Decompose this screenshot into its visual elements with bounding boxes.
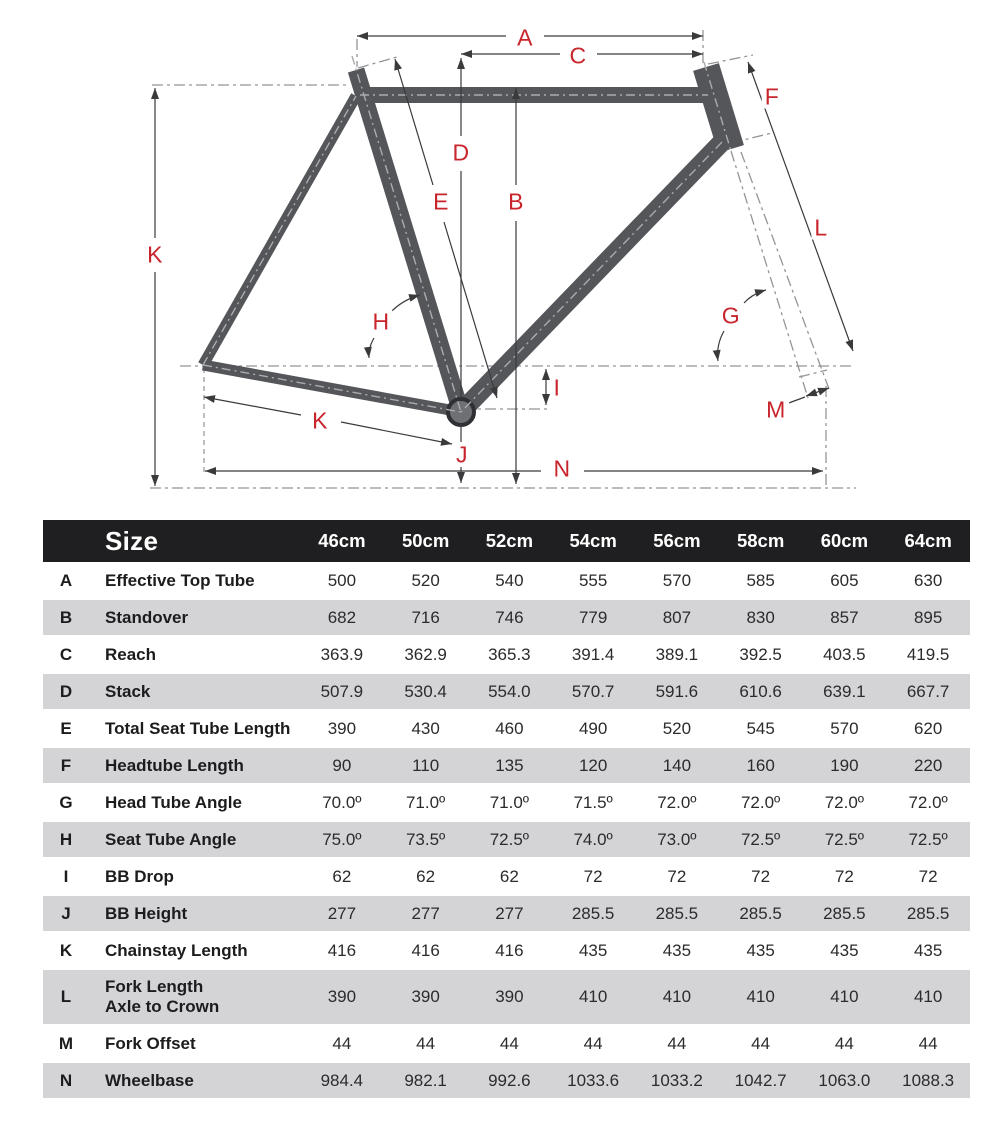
row-label: Fork Length Axle to Crown: [105, 977, 220, 1016]
row-value: 160: [746, 755, 775, 775]
row-value: 982.1: [404, 1070, 447, 1090]
row-value: 430: [411, 718, 440, 738]
row-value: 540: [495, 570, 524, 590]
row-value: 277: [495, 903, 524, 923]
column-header-56cm: 56cm: [653, 530, 701, 551]
row-value: 570.7: [571, 681, 615, 701]
row-label: Headtube Length: [105, 755, 244, 775]
table-row-C: [43, 636, 970, 673]
row-value: 410: [746, 987, 775, 1006]
row-value: 419.5: [906, 644, 950, 664]
row-value: 389.1: [655, 644, 699, 664]
row-value: 507.9: [320, 681, 364, 701]
down-tube: [461, 142, 722, 412]
row-value: 72.5º: [740, 829, 781, 849]
row-value: 44: [667, 1033, 687, 1053]
row-value: 391.4: [571, 644, 615, 664]
row-value: 73.0º: [657, 829, 697, 849]
row-value: 44: [332, 1033, 352, 1053]
dim-label-M: M: [763, 399, 789, 422]
row-value: 71.5º: [573, 792, 613, 812]
column-header-46cm: 46cm: [318, 530, 366, 551]
frame-tubes: [203, 67, 731, 412]
row-value: 992.6: [488, 1070, 531, 1090]
row-value: 682: [327, 607, 357, 627]
row-value: 1063.0: [818, 1070, 871, 1090]
row-value: 554.0: [488, 681, 531, 701]
row-value: 44: [416, 1033, 436, 1053]
row-label: Wheelbase: [105, 1070, 194, 1090]
row-value: 620: [913, 718, 943, 738]
row-value: 62: [332, 866, 352, 886]
row-value: 435: [913, 940, 943, 960]
row-value: 610.6: [739, 681, 782, 701]
table-row-K: [43, 932, 970, 969]
row-letter: C: [59, 644, 73, 664]
table-row-D: [43, 673, 970, 710]
row-value: 416: [327, 940, 357, 960]
row-value: 410: [662, 987, 692, 1006]
table-header-row: [43, 520, 970, 562]
row-label: Chainstay Length: [105, 940, 248, 960]
table-row-H: [43, 821, 970, 858]
row-value: 135: [495, 755, 524, 775]
row-value: 410: [913, 987, 943, 1006]
row-label: Stack: [105, 681, 151, 701]
row-letter: M: [58, 1033, 74, 1053]
row-value: 570: [830, 718, 859, 738]
row-value: 746: [495, 607, 524, 627]
row-value: 285.5: [739, 903, 782, 923]
row-value: 435: [662, 940, 692, 960]
dim-label-E: E: [430, 191, 452, 214]
row-value: 605: [830, 570, 859, 590]
row-value: 90: [332, 755, 352, 775]
row-value: 72.5º: [824, 829, 865, 849]
row-value: 277: [327, 903, 357, 923]
row-value: 110: [412, 755, 440, 775]
row-letter: N: [59, 1070, 73, 1090]
dim-label-L: L: [811, 217, 830, 240]
row-label: BB Drop: [105, 866, 174, 886]
row-value: 895: [913, 607, 943, 627]
row-value: 639.1: [823, 681, 866, 701]
row-label: BB Height: [105, 903, 188, 923]
dim-label-K-lower: K: [309, 410, 331, 433]
row-value: 390: [327, 987, 357, 1006]
row-value: 72.5º: [908, 829, 948, 849]
dim-label-F: F: [762, 86, 783, 109]
row-letter: E: [60, 718, 72, 738]
column-header-60cm: 60cm: [820, 530, 869, 551]
row-value: 1042.7: [734, 1070, 787, 1090]
row-value: 190: [830, 755, 859, 775]
table-row-B: [43, 599, 970, 636]
row-value: 392.5: [739, 644, 782, 664]
row-value: 277: [411, 903, 440, 923]
size-header: Size: [105, 525, 159, 556]
row-value: 779: [578, 607, 608, 627]
row-value: 716: [411, 607, 440, 627]
row-value: 220: [913, 755, 943, 775]
row-value: 62: [499, 866, 519, 886]
row-value: 460: [495, 718, 524, 738]
column-header-54cm: 54cm: [569, 530, 617, 551]
dim-label-K-upper: K: [144, 244, 166, 267]
row-value: 362.9: [404, 644, 447, 664]
row-value: 1088.3: [902, 1070, 955, 1090]
row-value: 72.0º: [657, 792, 697, 812]
row-value: 410: [578, 987, 608, 1006]
dim-label-N: N: [550, 458, 573, 481]
row-value: 667.7: [906, 681, 950, 701]
row-value: 435: [578, 940, 608, 960]
row-label: Standover: [105, 607, 189, 627]
row-label: Seat Tube Angle: [105, 829, 237, 849]
row-value: 72: [918, 866, 938, 886]
row-letter: F: [60, 755, 72, 775]
row-value: 285.5: [906, 903, 950, 923]
row-label: Head Tube Angle: [105, 792, 242, 812]
row-letter: H: [59, 829, 73, 849]
row-value: 44: [918, 1033, 938, 1053]
row-value: 390: [411, 987, 440, 1006]
row-label: Total Seat Tube Length: [105, 718, 291, 738]
row-value: 44: [834, 1033, 854, 1053]
dim-label-I: I: [551, 377, 564, 400]
row-value: 500: [327, 570, 357, 590]
row-value: 72.0º: [824, 792, 865, 812]
row-value: 74.0º: [573, 829, 613, 849]
row-letter: L: [60, 987, 72, 1006]
dim-label-D: D: [449, 142, 472, 165]
row-value: 72: [667, 866, 687, 886]
row-value: 520: [662, 718, 692, 738]
row-value: 390: [327, 718, 357, 738]
table-row-G: [43, 784, 970, 821]
row-letter: A: [59, 570, 73, 590]
dim-label-C: C: [566, 45, 589, 68]
row-value: 630: [913, 570, 943, 590]
row-value: 984.4: [320, 1070, 364, 1090]
row-value: 62: [416, 866, 436, 886]
row-value: 1033.6: [567, 1070, 620, 1090]
row-value: 73.5º: [405, 829, 446, 849]
row-value: 830: [746, 607, 775, 627]
row-value: 75.0º: [322, 829, 362, 849]
table-row-L: [43, 969, 970, 1025]
row-value: 71.0º: [489, 792, 530, 812]
table-row-I: [43, 858, 970, 895]
row-value: 591.6: [655, 681, 699, 701]
row-value: 416: [411, 940, 440, 960]
table-row-J: [43, 895, 970, 932]
row-value: 140: [662, 755, 692, 775]
row-value: 285.5: [571, 903, 615, 923]
column-header-52cm: 52cm: [485, 530, 534, 551]
row-value: 71.0º: [405, 792, 446, 812]
dim-label-A: A: [514, 27, 536, 50]
column-header-50cm: 50cm: [401, 530, 450, 551]
row-value: 435: [830, 940, 859, 960]
row-letter: I: [63, 866, 69, 886]
frame-diagram: [0, 0, 989, 520]
row-value: 72.0º: [740, 792, 781, 812]
row-label: Reach: [105, 644, 157, 664]
row-value: 72.5º: [489, 829, 530, 849]
row-value: 70.0º: [322, 792, 362, 812]
row-value: 72: [751, 866, 771, 886]
row-value: 857: [830, 607, 859, 627]
row-value: 120: [578, 755, 608, 775]
row-value: 570: [662, 570, 692, 590]
column-header-58cm: 58cm: [736, 530, 785, 551]
row-value: 390: [495, 987, 524, 1006]
table-row-N: [43, 1062, 970, 1099]
row-value: 72: [583, 866, 603, 886]
row-letter: G: [59, 792, 73, 812]
table-row-E: [43, 710, 970, 747]
row-label: Effective Top Tube: [105, 570, 255, 590]
row-value: 416: [495, 940, 524, 960]
row-value: 365.3: [488, 644, 531, 664]
row-value: 285.5: [655, 903, 699, 923]
row-value: 807: [662, 607, 692, 627]
row-label: Fork Offset: [105, 1033, 196, 1053]
table-row-M: [43, 1025, 970, 1062]
table-row-A: [43, 562, 970, 599]
column-header-64cm: 64cm: [904, 530, 952, 551]
row-value: 72.0º: [908, 792, 948, 812]
row-value: 545: [746, 718, 775, 738]
row-value: 520: [411, 570, 440, 590]
row-value: 403.5: [823, 644, 866, 664]
row-letter: B: [59, 607, 73, 627]
row-value: 530.4: [404, 681, 447, 701]
row-value: 44: [499, 1033, 519, 1053]
row-value: 285.5: [823, 903, 866, 923]
row-letter: D: [59, 681, 73, 701]
row-value: 1033.2: [650, 1070, 703, 1090]
table-row-F: [43, 747, 970, 784]
dim-label-H: H: [369, 311, 392, 334]
geometry-table: [43, 520, 970, 1099]
row-value: 72: [834, 866, 854, 886]
row-letter: K: [59, 940, 73, 960]
dim-label-B: B: [505, 191, 527, 214]
row-value: 410: [830, 987, 859, 1006]
row-value: 44: [583, 1033, 603, 1053]
row-value: 490: [578, 718, 608, 738]
row-value: 44: [751, 1033, 771, 1053]
dim-label-J: J: [453, 444, 471, 467]
row-letter: J: [61, 903, 71, 923]
row-value: 585: [746, 570, 775, 590]
row-value: 363.9: [320, 644, 364, 664]
row-value: 435: [746, 940, 775, 960]
dim-label-G: G: [719, 305, 743, 328]
row-value: 555: [578, 570, 608, 590]
